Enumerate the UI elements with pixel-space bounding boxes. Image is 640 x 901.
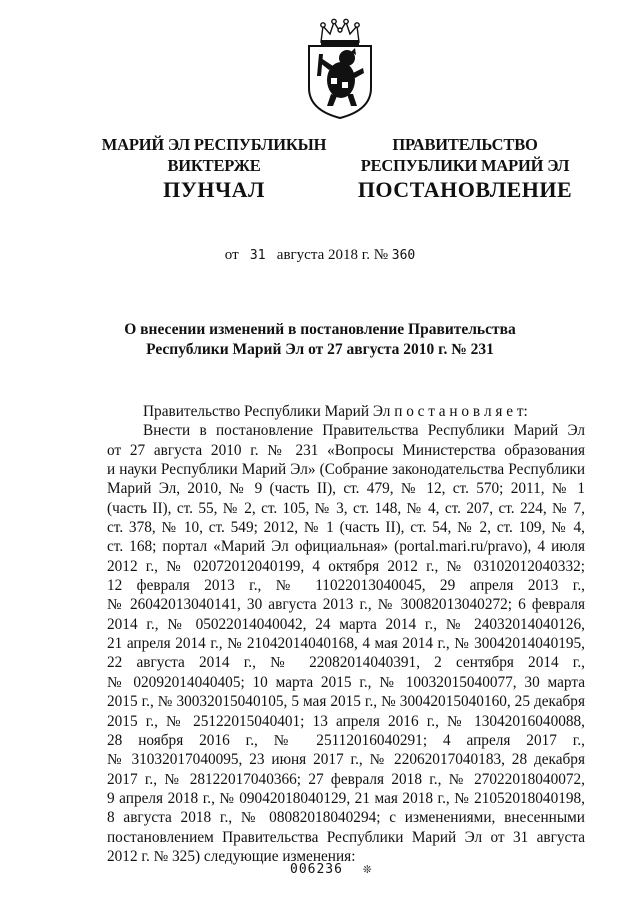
body-line: Марий Эл, 2010, № 9 (часть II), ст. 479, № 12, ст. 570; 2011, № 1	[107, 480, 585, 498]
coat-of-arms-emblem	[301, 18, 379, 120]
header-right-line-2: РЕСПУБЛИКИ МАРИЙ ЭЛ	[360, 156, 570, 175]
body-line: 28 ноября 2016 г., № 25112016040291; 4 апреля 2017 г.,	[107, 731, 585, 749]
body-line: 22 августа 2014 г., № 22082014040391, 2 сентября 2014 г.,	[107, 654, 585, 672]
header-left-block	[88, 134, 340, 176]
body-line: № 31032017040095, 23 июня 2017 г., № 22062017040183, 28 декабря	[107, 751, 585, 769]
body-line: 2012 г. № 325) следующие изменения:	[107, 847, 356, 865]
body-line: 2017 г., № 28122017040366; 27 февраля 2018 г., № 27022018040072,	[107, 770, 585, 788]
document-number: 360	[391, 248, 416, 263]
date-month-year: августа 2018 г. №	[276, 247, 388, 263]
document-body	[107, 402, 585, 866]
body-line: (часть II), ст. 55, № 2, ст. 105, № 3, ст. 148, № 4, ст. 207, ст. 224, № 7,	[107, 499, 585, 517]
body-line: 2012 г., № 02072012040199, 4 октября 2012 г., № 03102012040332;	[107, 557, 585, 575]
header-left-line-1: МАРИЙ ЭЛ РЕСПУБЛИКЫН	[101, 135, 327, 154]
footer-serial	[290, 861, 372, 877]
body-line: 2015 г., № 30032015040105, 5 мая 2015 г., № 30042015040160, 25 декабря	[107, 693, 585, 711]
title-line-1: О внесении изменений в постановление Правительства	[124, 321, 516, 338]
body-line: ст. 168; портал «Марий Эл официальная» (portal.mari.ru/pravo), 4 июля	[107, 538, 585, 556]
body-line: Внести в постановление Правительства Республики Марий Эл	[143, 422, 585, 440]
body-line: ст. 378, № 10, ст. 549; 2012, № 1 (часть II), ст. 54, № 2, ст. 109, № 4,	[107, 519, 585, 537]
body-line: № 02092014040405; 10 марта 2015 г., № 10032015040077, 30 марта	[107, 673, 585, 691]
body-line: постановлением Правительства Республики Марий Эл от 31 августа	[107, 828, 585, 846]
document-title	[110, 320, 530, 360]
body-line: 8 августа 2018 г., № 08082018040294; с изменениями, внесенными	[107, 809, 585, 827]
body-line: 2015 г., № 25122015040401; 13 апреля 2016 г., № 13042016040088,	[107, 712, 585, 730]
body-line: 21 апреля 2014 г., № 21042014040168, 4 мая 2014 г., № 30042014040195,	[107, 635, 585, 653]
body-line: от 27 августа 2010 г. № 231 «Вопросы Министерства образования	[107, 441, 585, 459]
header-right-line-1: ПРАВИТЕЛЬСТВО	[392, 135, 538, 154]
date-line	[0, 247, 640, 264]
title-line-2: Республики Марий Эл от 27 августа 2010 г. № 231	[146, 341, 494, 358]
body-line: Правительство Республики Марий Эл п о с т а н о в л я е т:	[143, 403, 528, 420]
doc-type-russian: ПОСТАНОВЛЕНИЕ	[357, 177, 573, 202]
body-line: 2014 г., № 05022014040042, 24 марта 2014 г., № 24032014040126,	[107, 615, 585, 633]
body-line: 12 февраля 2013 г., № 11022013040045, 29 апреля 2013 г.,	[107, 577, 585, 595]
serial-number: 006236	[290, 862, 343, 877]
doc-type-mari: ПУНЧАЛ	[163, 177, 265, 202]
header-right-block	[350, 134, 580, 176]
header-left-line-2: ВИКТЕРЖЕ	[167, 156, 261, 175]
body-line: 9 апреля 2018 г., № 09042018040129, 21 мая 2018 г., № 21052018040198,	[107, 789, 585, 807]
date-day: 31	[249, 248, 266, 263]
asterisk-mark-icon: ❊	[362, 861, 373, 877]
body-line: № 26042013040141, 30 августа 2013 г., № 30082013040272; 6 февраля	[107, 596, 585, 614]
date-prefix: от	[224, 247, 239, 263]
body-line: и науки Республики Марий Эл» (Собрание законодательства Республики	[107, 461, 585, 479]
